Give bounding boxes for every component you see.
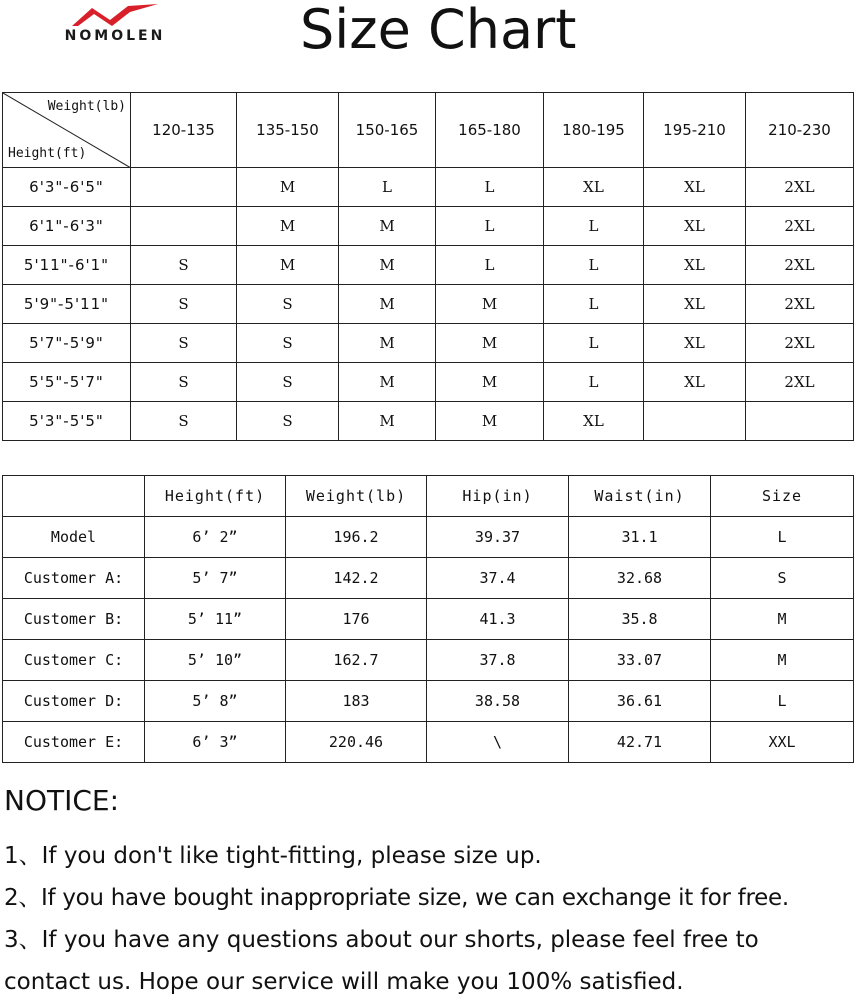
size-cell: S [237,363,339,402]
notice-line: contact us. Hope our service will make you 100% satisfied. [4,969,684,995]
size-cell: S [237,402,339,441]
size-row [3,402,854,441]
weight-range-header: 195-210 [644,93,746,168]
size-cell: M [339,363,436,402]
height-range-cell: 5'5"-5'7" [3,363,131,402]
weight-range-header: 210-230 [746,93,854,168]
size-cell: 2XL [746,285,854,324]
height-axis-label: Height(ft) [8,146,87,161]
page-title: Size Chart [300,0,577,61]
height-range-cell: 5'11"-6'1" [3,246,131,285]
table-cell: 39.37 [427,517,569,558]
customer-header-row [3,476,854,517]
size-row [3,324,854,363]
table-cell: M [711,640,854,681]
size-cell: XL [644,363,746,402]
logo-wordmark: NOMOLEN [64,28,166,44]
size-cell: XL [644,324,746,363]
table-cell: 5’ 8” [145,681,286,722]
table-cell: \ [427,722,569,763]
customer-row [3,681,854,722]
size-cell: S [131,324,237,363]
weight-range-header: 150-165 [339,93,436,168]
size-cell: S [237,324,339,363]
table-cell: M [711,599,854,640]
column-header: Weight(lb) [286,476,427,517]
height-range-cell: 6'3"-6'5" [3,168,131,207]
size-cell: S [237,285,339,324]
customer-row [3,722,854,763]
height-range-cell: 6'1"-6'3" [3,207,131,246]
size-cell: L [436,168,544,207]
size-cell: L [544,207,644,246]
weight-range-header: 135-150 [237,93,339,168]
table-cell: 5’ 10” [145,640,286,681]
size-cell: XL [644,285,746,324]
weight-range-header: 165-180 [436,93,544,168]
size-cell [131,168,237,207]
table-cell: L [711,517,854,558]
size-cell [746,402,854,441]
column-header: Waist(in) [569,476,711,517]
size-row [3,246,854,285]
size-cell: M [237,168,339,207]
size-cell: L [436,207,544,246]
size-chart-table [2,92,854,441]
size-cell: M [436,285,544,324]
size-row [3,168,854,207]
size-cell: L [339,168,436,207]
table-cell: 220.46 [286,722,427,763]
size-row [3,207,854,246]
table-cell: 37.4 [427,558,569,599]
table-cell: Customer C: [3,640,145,681]
table-cell: Customer A: [3,558,145,599]
table-cell: XXL [711,722,854,763]
table-cell: 196.2 [286,517,427,558]
notice-line: 1、If you don't like tight-fitting, please size up. [4,843,542,869]
size-cell: L [436,246,544,285]
table-cell: 42.71 [569,722,711,763]
customer-row [3,599,854,640]
size-cell: XL [644,168,746,207]
column-header: Height(ft) [145,476,286,517]
size-cell: XL [544,168,644,207]
table-cell: 142.2 [286,558,427,599]
table-cell: 183 [286,681,427,722]
table-cell: 6’ 3” [145,722,286,763]
size-cell: XL [544,402,644,441]
size-cell: S [131,246,237,285]
table-cell: 162.7 [286,640,427,681]
table-cell: 41.3 [427,599,569,640]
logo-swoosh-icon [70,2,162,28]
table-cell: S [711,558,854,599]
table-cell: 32.68 [569,558,711,599]
table-cell: 36.61 [569,681,711,722]
table-cell: 33.07 [569,640,711,681]
size-cell: 2XL [746,246,854,285]
table-cell: 31.1 [569,517,711,558]
size-cell: S [131,363,237,402]
table-cell: 6’ 2” [145,517,286,558]
table-cell: Customer D: [3,681,145,722]
size-cell: M [339,207,436,246]
size-cell: 2XL [746,207,854,246]
size-cell: S [131,402,237,441]
size-cell: 2XL [746,324,854,363]
size-cell: M [436,324,544,363]
table-cell: Model [3,517,145,558]
table-cell: 35.8 [569,599,711,640]
table-cell: L [711,681,854,722]
table-cell: 5’ 11” [145,599,286,640]
column-header [3,476,145,517]
size-cell: M [339,324,436,363]
corner-cell [3,93,131,168]
size-cell [131,207,237,246]
size-row [3,363,854,402]
column-header: Hip(in) [427,476,569,517]
size-cell: L [544,324,644,363]
size-cell: M [339,246,436,285]
size-cell: M [339,402,436,441]
size-chart-header-row [3,93,854,168]
notice-line: 3、If you have any questions about our shorts, please feel free to [4,927,759,953]
table-cell: Customer E: [3,722,145,763]
size-cell [644,402,746,441]
size-cell: L [544,246,644,285]
weight-range-header: 120-135 [131,93,237,168]
customer-row [3,517,854,558]
size-row [3,285,854,324]
size-cell: 2XL [746,168,854,207]
table-cell: 5’ 7” [145,558,286,599]
size-cell: S [131,285,237,324]
table-cell: 38.58 [427,681,569,722]
customer-measurements-table [2,475,854,763]
size-cell: M [237,246,339,285]
size-cell: 2XL [746,363,854,402]
size-cell: XL [644,207,746,246]
size-cell: M [436,363,544,402]
size-cell: M [339,285,436,324]
customer-row [3,640,854,681]
height-range-cell: 5'9"-5'11" [3,285,131,324]
size-cell: M [436,402,544,441]
brand-logo [30,2,200,46]
customer-row [3,558,854,599]
size-cell: L [544,363,644,402]
table-cell: 176 [286,599,427,640]
size-cell: L [544,285,644,324]
size-cell: XL [644,246,746,285]
column-header: Size [711,476,854,517]
weight-axis-label: Weight(lb) [47,99,126,114]
weight-range-header: 180-195 [544,93,644,168]
height-range-cell: 5'7"-5'9" [3,324,131,363]
table-cell: Customer B: [3,599,145,640]
table-cell: 37.8 [427,640,569,681]
size-cell: M [237,207,339,246]
height-range-cell: 5'3"-5'5" [3,402,131,441]
notice-heading: NOTICE: [4,784,120,817]
notice-line: 2、If you have bought inappropriate size, we can exchange it for free. [4,885,789,911]
